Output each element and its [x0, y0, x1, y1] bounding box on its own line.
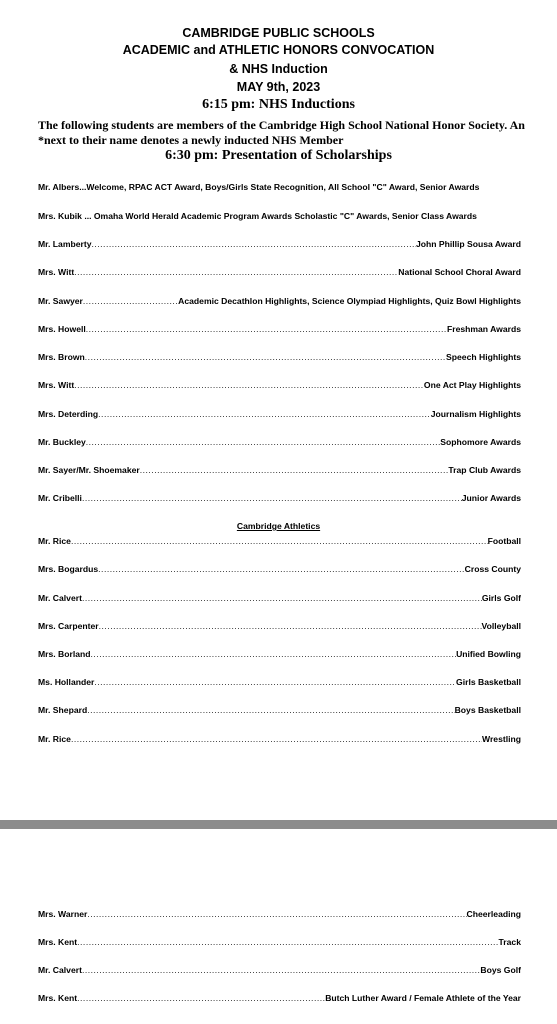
sport-name: Cross County	[464, 564, 521, 574]
event-date: MAY 9th, 2023	[236, 80, 321, 94]
dot-leader	[82, 965, 480, 976]
program-row	[38, 267, 521, 278]
dot-leader	[82, 493, 462, 504]
sport-name: Boys Golf	[480, 965, 521, 975]
presenter-name: Mr. Buckley	[38, 437, 86, 447]
presenter-name: Mr. Sawyer	[38, 296, 83, 306]
sport-name: Unified Bowling	[456, 649, 521, 659]
dot-leader	[94, 677, 456, 688]
award-name: Junior Awards	[461, 493, 521, 503]
dot-leader	[86, 437, 441, 448]
athletics-row	[38, 993, 521, 1004]
sport-name: Volleyball	[481, 621, 521, 631]
program-row	[38, 465, 521, 476]
award-name: One Act Play Highlights	[423, 380, 521, 390]
dot-leader	[83, 296, 178, 307]
program-row	[38, 324, 521, 335]
sport-name: Girls Golf	[481, 593, 521, 603]
presenter-name: Mrs. Howell	[38, 324, 86, 334]
program-row	[38, 239, 521, 250]
coach-name: Mrs. Bogardus	[38, 564, 99, 574]
award-name: Sophomore Awards	[440, 437, 521, 447]
athletics-row	[38, 909, 521, 920]
coach-name: Mrs. Borland	[38, 649, 91, 659]
award-name: Trap Club Awards	[448, 465, 521, 475]
dot-leader	[98, 409, 431, 420]
dot-leader	[140, 465, 449, 476]
sport-name: Boys Basketball	[454, 705, 521, 715]
dot-leader	[77, 993, 325, 1004]
dot-leader	[99, 621, 482, 632]
program-row-albers	[38, 182, 521, 193]
athletics-row	[38, 677, 521, 688]
dot-leader	[87, 909, 466, 920]
coach-name: Mr. Shepard	[38, 705, 88, 715]
dot-leader	[87, 705, 454, 716]
dot-leader	[98, 564, 464, 575]
school-name: CAMBRIDGE PUBLIC SCHOOLS	[182, 26, 375, 40]
presenter-name: Mrs. Witt	[38, 267, 75, 277]
nhs-inductions-time: 6:15 pm: NHS Inductions	[202, 97, 355, 112]
coach-name: Mrs. Warner	[38, 909, 88, 919]
program-row	[38, 409, 521, 420]
athletics-row	[38, 734, 521, 745]
award-name: National School Choral Award	[398, 267, 521, 277]
presenter-name: Mrs. Deterding	[38, 409, 99, 419]
program-row-text: Mrs. Kubik ... Omaha World Herald Academic Program Awards Scholastic "C" Awards, Senior Class Awards	[38, 211, 477, 221]
athletics-row	[38, 536, 521, 547]
dot-leader	[85, 352, 446, 363]
athletics-row	[38, 564, 521, 575]
document-page-2	[0, 829, 557, 1024]
event-title: ACADEMIC and ATHLETIC HONORS CONVOCATION	[122, 43, 435, 57]
dot-leader	[74, 380, 424, 391]
program-row	[38, 352, 521, 363]
scholarships-time: 6:30 pm: Presentation of Scholarships	[165, 148, 392, 163]
coach-name: Mrs. Carpenter	[38, 621, 99, 631]
athletics-row	[38, 649, 521, 660]
sport-name: Track	[498, 937, 521, 947]
presenter-name: Mr. Lamberty	[38, 239, 92, 249]
dot-leader	[71, 734, 482, 745]
coach-name: Mr. Rice	[38, 734, 71, 744]
dot-leader	[71, 536, 488, 547]
presenter-name: Mr. Cribelli	[38, 493, 82, 503]
dot-leader	[86, 324, 447, 335]
athletics-row	[38, 705, 521, 716]
athletics-row	[38, 965, 521, 976]
coach-name: Mr. Calvert	[38, 965, 82, 975]
sport-name: Girls Basketball	[456, 677, 521, 687]
coach-name: Mr. Rice	[38, 536, 71, 546]
award-name: Speech Highlights	[446, 352, 521, 362]
page-break-divider	[0, 820, 557, 829]
athletics-row	[38, 593, 521, 604]
sport-name: Wrestling	[482, 734, 521, 744]
program-row-text: Mr. Albers...Welcome, RPAC ACT Award, Boys/Girls State Recognition, All School "C" Award, Senior Awards	[38, 182, 480, 192]
coach-name: Ms. Hollander	[38, 677, 95, 687]
program-row-kubik	[38, 211, 521, 222]
dot-leader	[82, 593, 482, 604]
coach-name: Mr. Calvert	[38, 593, 82, 603]
nhs-intro-text: The following students are members of the Cambridge High School National Honor Society. An *next to their name denotes a newly inducted NHS Member	[38, 118, 525, 147]
program-row	[38, 380, 521, 391]
award-name: Academic Decathlon Highlights, Science Olympiad Highlights, Quiz Bowl Highlights	[178, 296, 521, 306]
dot-leader	[91, 649, 457, 660]
award-name: John Phillip Sousa Award	[415, 239, 521, 249]
dot-leader	[74, 267, 398, 278]
program-row	[38, 437, 521, 448]
athletics-row	[38, 937, 521, 948]
presenter-name: Mrs. Brown	[38, 352, 85, 362]
event-subtitle: & NHS Induction	[229, 62, 328, 76]
coach-name: Mrs. Kent	[38, 937, 78, 947]
program-row	[38, 493, 521, 504]
program-row	[38, 296, 521, 307]
award-name: Freshman Awards	[446, 324, 521, 334]
presenter-name: Mr. Sayer/Mr. Shoemaker	[38, 465, 140, 475]
athletics-section-title: Cambridge Athletics	[236, 521, 321, 531]
sport-name: Cheerleading	[466, 909, 521, 919]
athletics-row	[38, 621, 521, 632]
coach-name: Mrs. Kent	[38, 993, 78, 1003]
presenter-name: Mrs. Witt	[38, 380, 75, 390]
dot-leader	[92, 239, 416, 250]
sport-name: Butch Luther Award / Female Athlete of the Year	[325, 993, 521, 1003]
sport-name: Football	[487, 536, 521, 546]
award-name: Journalism Highlights	[430, 409, 521, 419]
dot-leader	[77, 937, 498, 948]
